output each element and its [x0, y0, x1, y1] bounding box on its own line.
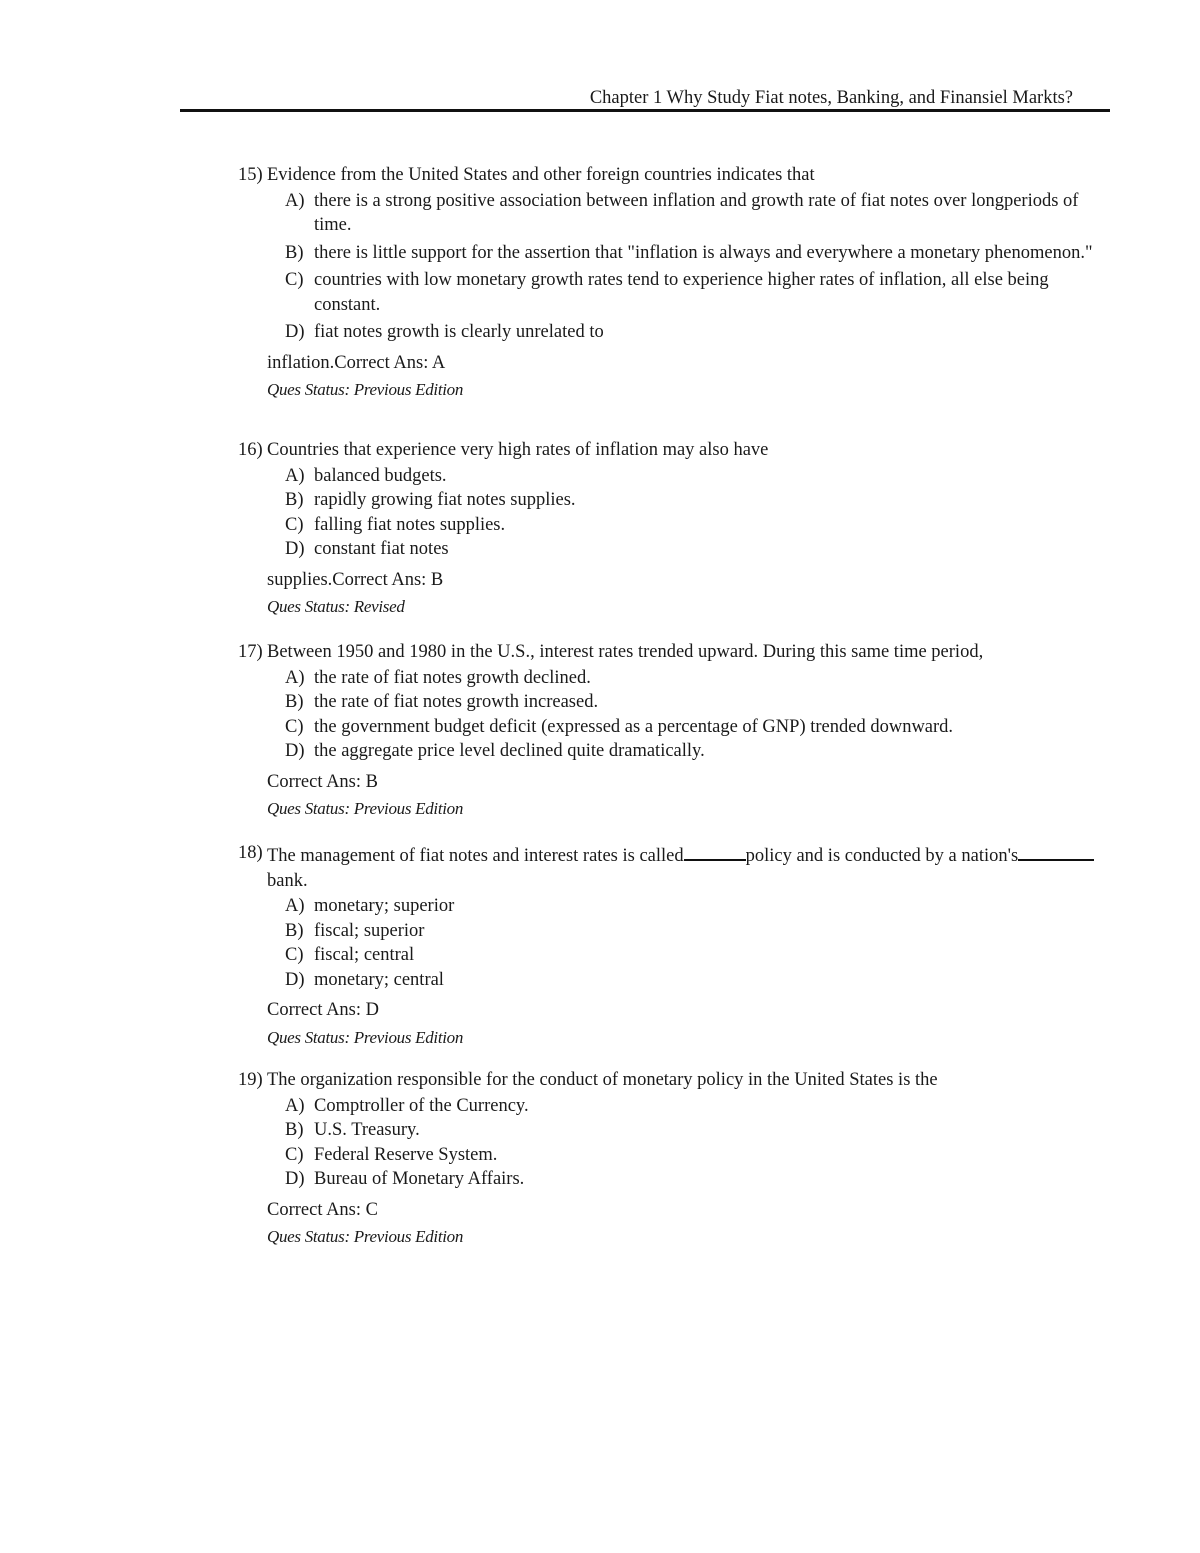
option-text: balanced budgets. — [314, 465, 447, 486]
fill-in-blank — [1018, 841, 1094, 861]
option-label: B) — [285, 920, 304, 941]
option-label: A) — [285, 896, 305, 916]
option-a — [238, 464, 1098, 489]
option-a — [238, 1094, 1098, 1119]
option-text: Federal Reserve System. — [314, 1144, 498, 1165]
question-number: 16) — [238, 440, 263, 460]
option-b — [238, 488, 1098, 513]
header-rule — [180, 109, 1110, 112]
options-list — [238, 189, 1098, 345]
option-label: C) — [285, 270, 304, 290]
correct-answer: inflation.Correct Ans: A — [267, 352, 446, 373]
option-b — [238, 1118, 1098, 1143]
question-stem — [238, 438, 1098, 463]
question-text-part1: The management of fiat notes and interest rates is called — [267, 846, 684, 866]
option-text: monetary; superior — [314, 896, 455, 916]
question-status: Ques Status: Revised — [267, 597, 405, 616]
question-18 — [238, 841, 1098, 1050]
option-label: D) — [285, 969, 305, 990]
question-text: The organization responsible for the conduct of monetary policy in the United States is the — [267, 1070, 938, 1090]
question-text: Countries that experience very high rates of inflation may also have — [267, 440, 769, 460]
option-b — [238, 690, 1098, 715]
option-text: the rate of fiat notes growth declined. — [314, 667, 591, 688]
question-status: Ques Status: Previous Edition — [267, 380, 464, 399]
option-label: A) — [285, 190, 305, 211]
option-label: D) — [285, 1169, 305, 1189]
question-text: Between 1950 and 1980 in the U.S., interest rates trended upward. During this same time period, — [267, 642, 984, 662]
chapter-header: Chapter 1 Why Study Fiat notes, Banking, and Finansiel Markts? — [589, 88, 1073, 108]
option-label: B) — [285, 490, 304, 510]
option-a — [238, 894, 1098, 919]
option-text: fiscal; superior — [314, 920, 425, 941]
option-label: B) — [285, 1120, 304, 1140]
question-stem — [238, 1068, 1098, 1093]
question-17 — [238, 640, 1098, 822]
question-status: Ques Status: Previous Edition — [267, 1027, 464, 1047]
question-stem — [238, 640, 1098, 665]
option-text: there is a strong positive association between inflation and growth rate of fiat notes over longperiods of time. — [314, 190, 1079, 235]
option-a — [238, 666, 1098, 691]
option-label: B) — [285, 692, 304, 712]
question-number: 18) — [238, 843, 263, 863]
option-label: A) — [285, 667, 305, 688]
option-label: C) — [285, 716, 304, 737]
option-d — [238, 537, 1098, 562]
option-label: D) — [285, 741, 305, 761]
option-text: the government budget deficit (expressed as a percentage of GNP) trended downward. — [314, 716, 954, 737]
option-label: C) — [285, 514, 304, 535]
option-d — [238, 1167, 1098, 1192]
option-c — [238, 513, 1098, 538]
option-c — [238, 943, 1098, 968]
question-number: 19) — [238, 1070, 263, 1090]
options-list — [238, 666, 1098, 764]
correct-answer: Correct Ans: D — [267, 1000, 380, 1020]
correct-answer: Correct Ans: C — [267, 1199, 378, 1220]
fill-in-blank — [684, 841, 746, 861]
option-text: the rate of fiat notes growth increased. — [314, 692, 599, 712]
option-text: falling fiat notes supplies. — [314, 514, 506, 535]
option-c — [238, 1143, 1098, 1168]
question-text-part3: bank. — [267, 870, 308, 891]
option-text: Bureau of Monetary Affairs. — [314, 1169, 525, 1189]
option-text: countries with low monetary growth rates tend to experience higher rates of inflation, all else being constant. — [314, 270, 1049, 315]
question-19 — [238, 1068, 1098, 1250]
option-text: Comptroller of the Currency. — [314, 1095, 529, 1116]
correct-answer: supplies.Correct Ans: B — [267, 569, 444, 590]
option-b — [238, 241, 1098, 266]
options-list — [238, 894, 1098, 992]
question-text-part2: policy and is conducted by a nation's — [745, 846, 1019, 866]
correct-answer: Correct Ans: B — [267, 771, 378, 792]
question-15 — [238, 163, 1098, 403]
option-label: D) — [285, 322, 305, 342]
option-label: D) — [285, 539, 305, 559]
option-d — [238, 968, 1098, 993]
option-text: fiat notes growth is clearly unrelated to — [314, 322, 604, 342]
question-text: Evidence from the United States and other foreign countries indicates that — [267, 165, 815, 185]
option-text: constant fiat notes — [314, 539, 449, 559]
option-text: monetary; central — [314, 969, 444, 990]
option-d — [238, 739, 1098, 764]
option-label: C) — [285, 1144, 304, 1165]
option-label: C) — [285, 945, 304, 965]
option-d — [238, 320, 1098, 345]
question-stem — [238, 841, 1098, 893]
option-text: U.S. Treasury. — [314, 1120, 420, 1140]
option-c — [238, 715, 1098, 740]
options-list — [238, 464, 1098, 562]
question-status: Ques Status: Previous Edition — [267, 1227, 464, 1246]
question-stem — [238, 163, 1098, 188]
question-16 — [238, 438, 1098, 620]
options-list — [238, 1094, 1098, 1192]
option-text: there is little support for the assertion that "inflation is always and everywhere a monetary phenomenon." — [314, 242, 1093, 263]
option-text: fiscal; central — [314, 945, 415, 965]
option-label: B) — [285, 242, 304, 263]
option-text: rapidly growing fiat notes supplies. — [314, 490, 576, 510]
option-label: A) — [285, 1095, 305, 1116]
question-status: Ques Status: Previous Edition — [267, 799, 464, 818]
question-number: 17) — [238, 642, 263, 662]
option-b — [238, 919, 1098, 944]
question-number: 15) — [238, 165, 263, 185]
option-a — [238, 189, 1098, 238]
option-c — [238, 268, 1098, 317]
option-label: A) — [285, 465, 305, 486]
option-text: the aggregate price level declined quite dramatically. — [314, 741, 705, 761]
